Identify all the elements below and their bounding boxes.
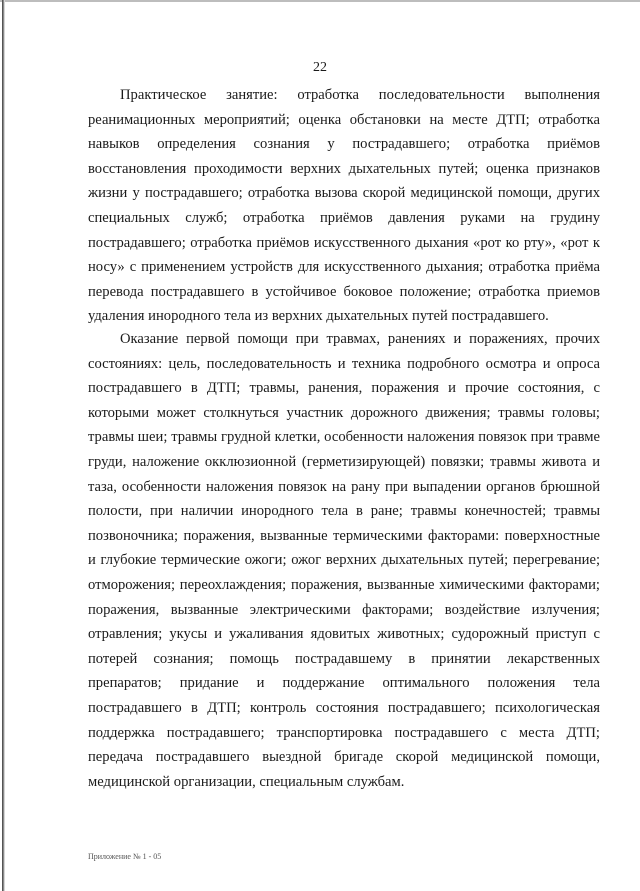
paragraph-first-aid-injuries: Оказание первой помощи при травмах, ранениях и поражениях, прочих состояниях: цель, последовательность и техника подробного осмотра и опроса пострадавшего в ДТП; травмы, ранения, поражения и прочие состояния, с которыми может столкнуться участник дорожного движения; травмы головы; травмы шеи; травмы грудной клетки, особенности наложения повязок при травме груди, наложение окклюзионной (герметизирующей) повязки; травмы живота и таза, особенности наложения повязок на рану при выпадении органов брюшной полости, при наличии инородного тела в ране; травмы конечностей; травмы позвоночника; поражения, вызванные термическими факторами: поверхностные и глубокие термические ожоги; ожог верхних дыхательных путей; перегревание; отморожения; переохлаждения; поражения, вызванные химическими факторами; поражения, вызванные электрическими факторами; воздействие излучения; отравления; укусы и ужаливания ядовитых животных; судорожный приступ с потерей сознания; помощь пострадавшему в принятии лекарственных препаратов; придание и поддержание оптимального положения тела пострадавшего в ДТП; контроль состояния пострадавшего; психологическая поддержка пострадавшего; транспортировка пострадавшего с места ДТП; передача пострадавшего выездной бригаде скорой медицинской помощи, медицинской организации, специальным службам. [88, 331, 600, 790]
footer-note: Приложение № 1 - 05 [88, 852, 162, 861]
page-number: 22 [313, 60, 327, 75]
scan-top-edge [0, 0, 640, 2]
scan-left-edge [2, 0, 5, 891]
paragraph-practical-session: Практическое занятие: отработка последовательности выполнения реанимационных мероприятий; оценка обстановки на месте ДТП; отработка навыков определения сознания у пострадавшего; отработка приёмов восстановления проходимости верхних дыхательных путей; оценка признаков жизни у пострадавшего; отработка вызова скорой медицинской помощи, других специальных служб; отработка приёмов давления руками на грудину пострадавшего; отработка приёмов искусственного дыхания «рот ко рту», «рот к носу» с применением устройств для искусственного дыхания; отработка приёма перевода пострадавшего в устойчивое боковое положение; отработка приемов удаления инородного тела из верхних дыхательных путей пострадавшего. [88, 87, 600, 325]
